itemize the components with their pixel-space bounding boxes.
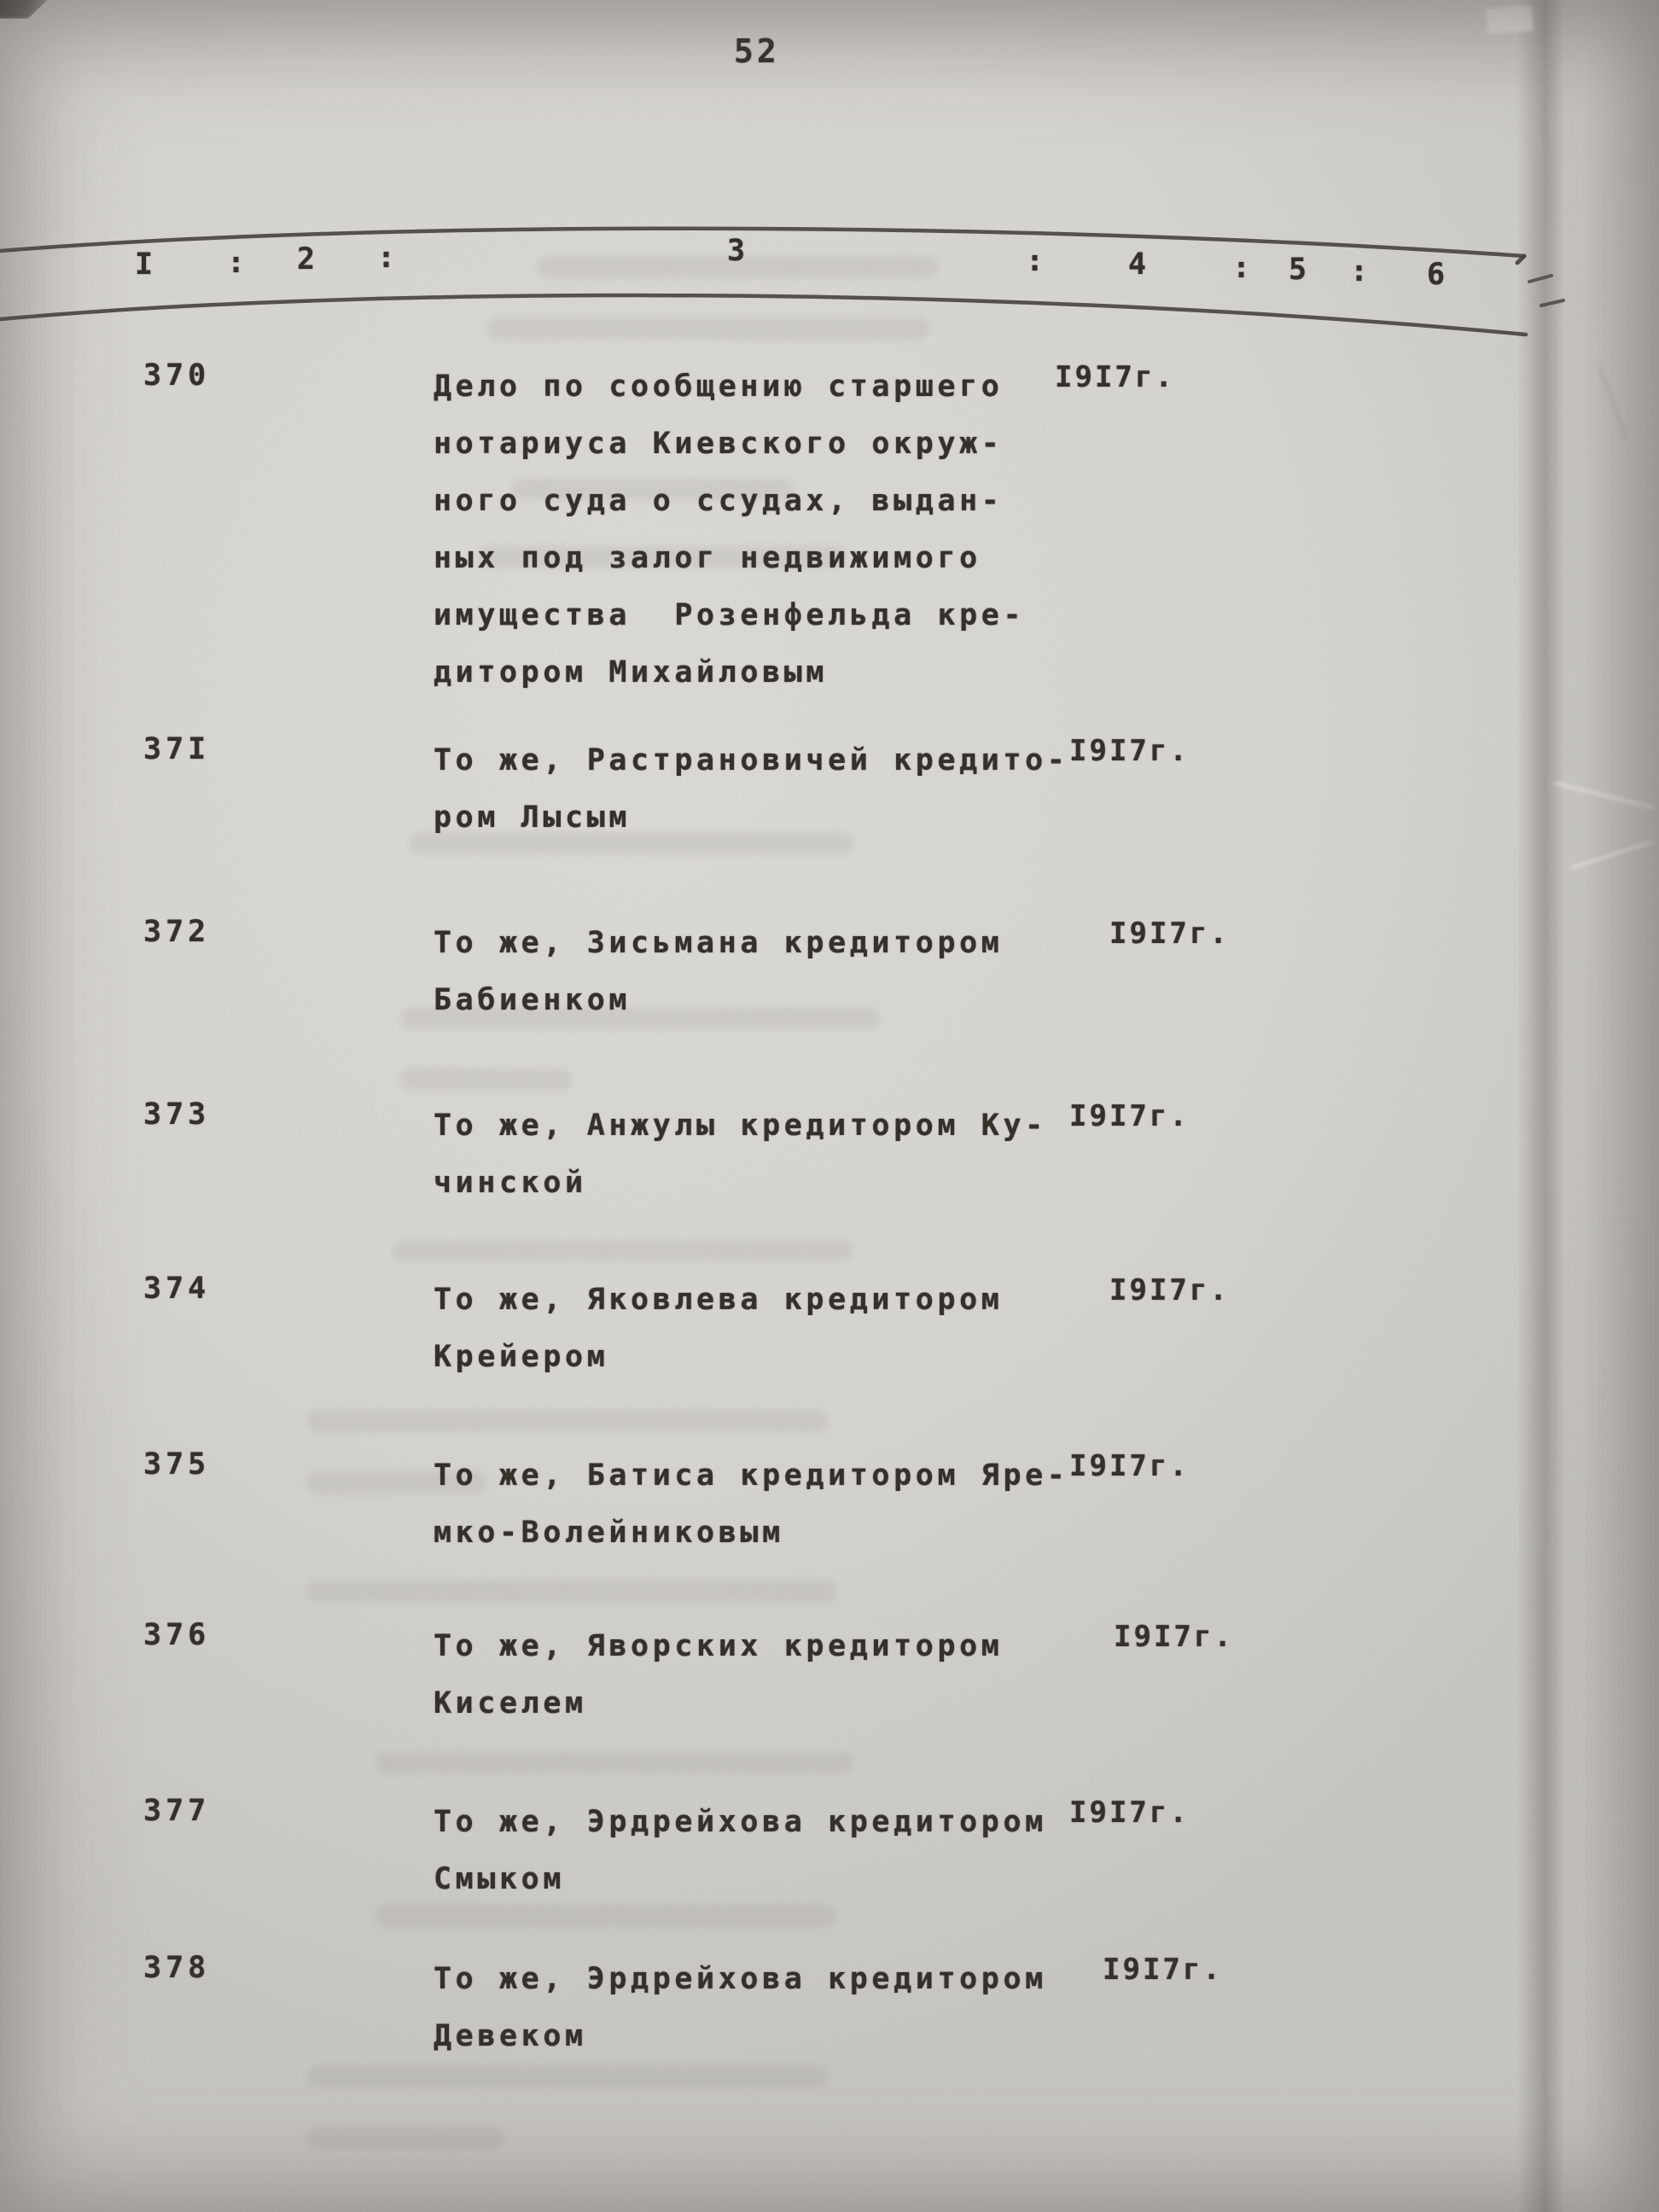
case-number: 37I (143, 732, 211, 766)
case-number: 374 (143, 1272, 211, 1306)
description-line: дитором Михайловым (434, 655, 829, 690)
case-year: I9I7г. (1114, 1620, 1234, 1654)
description-line: ных под залог недвижимого (434, 541, 981, 575)
description-line: мко-Волейниковым (434, 1516, 784, 1550)
column-separator: : (1232, 251, 1253, 285)
case-description (434, 915, 1003, 1029)
case-year: I9I7г. (1109, 917, 1230, 951)
case-description (434, 358, 1025, 701)
case-description (434, 1951, 1047, 2065)
case-number: 370 (143, 358, 211, 393)
description-line: То же, Анжулы кредитором Ку- (434, 1109, 1047, 1143)
description-line: ного суда о ссудах, выдан- (434, 484, 1004, 518)
case-year: I9I7г. (1069, 734, 1190, 768)
description-line: То же, Эрдрейхова кредитором (434, 1805, 1047, 1839)
description-line: То же, Яковлева кредитором (434, 1283, 1004, 1317)
description-line: То же, Батиса кредитором Яре- (434, 1458, 1069, 1493)
description-line: То же, Растрановичей кредито- (434, 743, 1069, 777)
page-number: 52 (734, 32, 780, 70)
case-year: I9I7г. (1055, 360, 1175, 394)
case-number: 373 (143, 1097, 211, 1132)
case-description (434, 1447, 1068, 1562)
case-number: 377 (143, 1794, 211, 1828)
column-separator: : (377, 241, 398, 275)
description-line: ром Лысым (434, 800, 632, 835)
case-description (434, 1794, 1047, 1908)
column-header-2: 2 (297, 242, 317, 276)
column-header-4: 4 (1128, 247, 1149, 282)
case-year: I9I7г. (1069, 1796, 1190, 1830)
case-description (434, 1272, 1003, 1386)
description-line: чинской (434, 1166, 587, 1200)
description-line: Девеком (434, 2019, 587, 2053)
case-number: 372 (143, 915, 211, 949)
case-description (434, 1618, 1003, 1732)
case-description (434, 732, 1068, 847)
description-line: Смыком (434, 1862, 566, 1896)
column-separator: : (1026, 244, 1046, 278)
description-line: имущества Розенфельда кре- (434, 598, 1026, 632)
underlying-page-edge (1563, 0, 1659, 2212)
column-header-1: I (135, 247, 155, 282)
case-year: I9I7г. (1103, 1953, 1223, 1987)
column-separator: : (227, 246, 247, 280)
description-line: То же, Эрдрейхова кредитором (434, 1962, 1047, 1996)
column-header-6: 6 (1427, 258, 1447, 292)
description-line: Крейером (434, 1340, 609, 1374)
column-header-3: 3 (727, 234, 748, 268)
case-number: 375 (143, 1447, 211, 1481)
case-number: 376 (143, 1618, 211, 1652)
case-year: I9I7г. (1109, 1273, 1230, 1307)
description-line: Дело по сообщению старшего (434, 370, 1004, 404)
description-line: Киселем (434, 1686, 587, 1720)
case-year: I9I7г. (1069, 1449, 1190, 1483)
description-line: То же, Зисьмана кредитором (434, 926, 1004, 960)
column-separator: : (1350, 254, 1371, 288)
description-line: нотариуса Киевского окруж- (434, 427, 1004, 461)
case-description (434, 1097, 1047, 1212)
case-year: I9I7г. (1069, 1099, 1190, 1133)
case-number: 378 (143, 1951, 211, 1985)
column-header-5: 5 (1289, 253, 1309, 287)
paper-edge-highlight (1486, 5, 1534, 34)
description-line: Бабиенком (434, 983, 632, 1017)
description-line: То же, Яворских кредитором (434, 1629, 1004, 1663)
